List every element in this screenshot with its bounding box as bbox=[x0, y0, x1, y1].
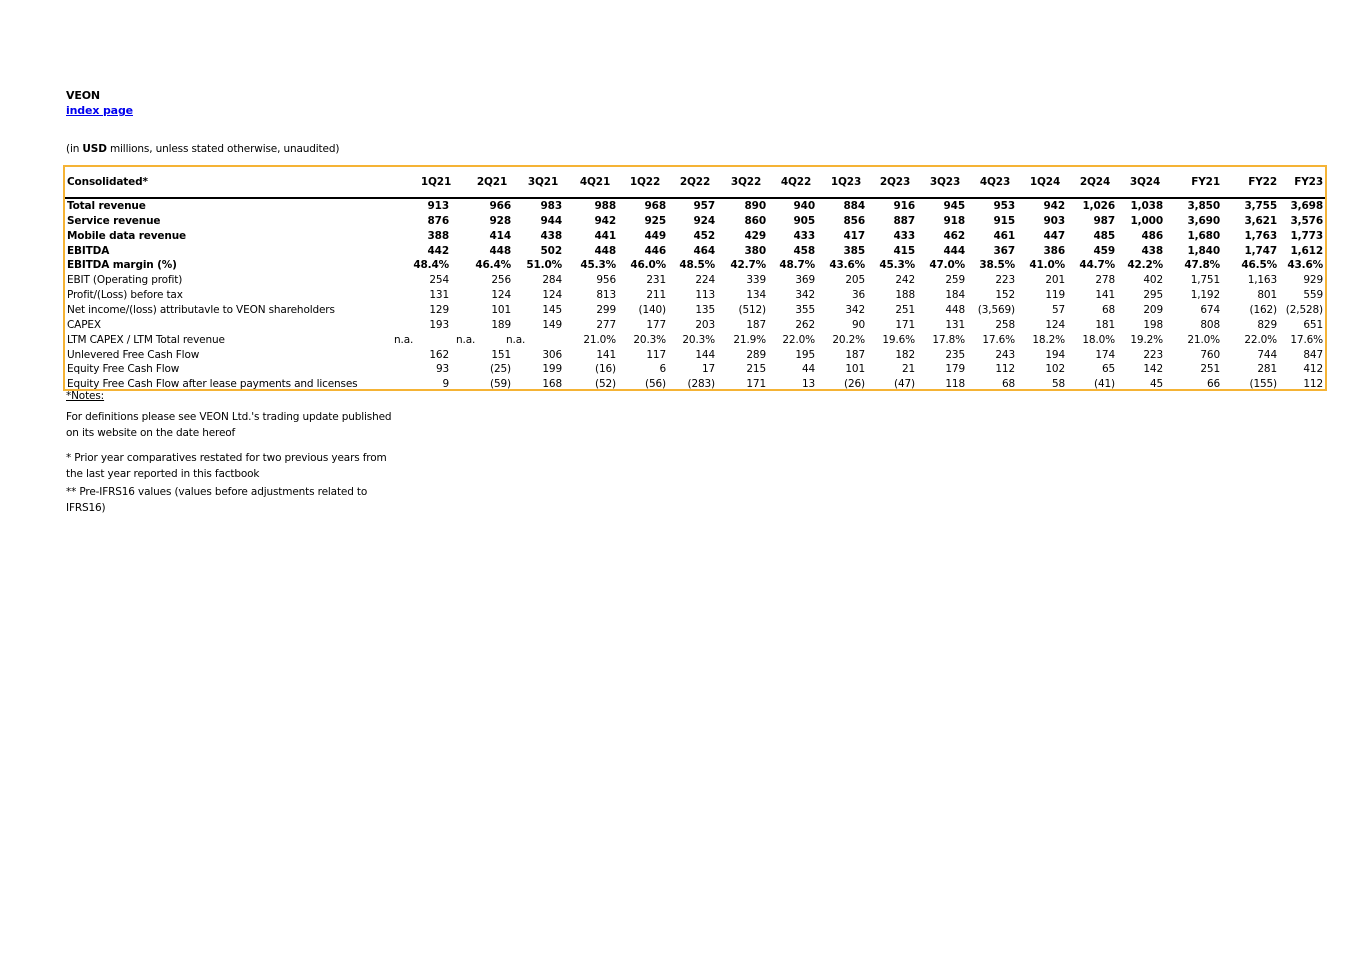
cell-3q23: 444 bbox=[943, 244, 965, 257]
column-header-4q21: 4Q21 bbox=[579, 176, 611, 188]
cell-2q22: 452 bbox=[693, 229, 715, 242]
cell-3q24: 223 bbox=[1143, 348, 1163, 361]
cell-fy21: 1,751 bbox=[1190, 274, 1220, 287]
cell-3q23: 945 bbox=[943, 200, 965, 212]
cell-2q23: 415 bbox=[893, 244, 915, 257]
cell-2q21: 151 bbox=[491, 348, 511, 361]
cell-1q21: 254 bbox=[429, 274, 449, 287]
cell-2q23: 171 bbox=[895, 318, 915, 331]
column-header-3q22: 3Q22 bbox=[730, 176, 762, 188]
cell-fy21: 47.8% bbox=[1184, 259, 1220, 272]
cell-2q21: 101 bbox=[491, 303, 511, 316]
cell-1q24: 18.2% bbox=[1032, 333, 1065, 346]
cell-2q22: 20.3% bbox=[682, 333, 715, 346]
cell-1q23: 856 bbox=[843, 214, 865, 227]
cell-fy23: 43.6% bbox=[1287, 259, 1323, 272]
cell-4q23: 258 bbox=[995, 318, 1015, 331]
notes-heading: *Notes: bbox=[66, 390, 105, 402]
column-header-4q22: 4Q22 bbox=[780, 176, 812, 188]
column-header-fy23: FY23 bbox=[1294, 176, 1323, 188]
table-row bbox=[65, 348, 1325, 363]
units-suffix: millions, unless stated otherwise, unaudited) bbox=[106, 143, 340, 155]
cell-4q21: 942 bbox=[594, 214, 616, 227]
table-row bbox=[65, 318, 1325, 333]
cell-3q24: 295 bbox=[1143, 289, 1163, 302]
cell-1q23: 342 bbox=[845, 303, 865, 316]
cell-2q24: 485 bbox=[1093, 229, 1115, 242]
cell-4q22: 905 bbox=[793, 214, 815, 227]
cell-3q24: 1,000 bbox=[1130, 214, 1163, 227]
section-label: Consolidated* bbox=[67, 176, 148, 188]
cell-4q23: 68 bbox=[1001, 378, 1015, 391]
cell-4q23: 243 bbox=[995, 348, 1015, 361]
cell-2q21: (25) bbox=[490, 363, 511, 376]
row-label: LTM CAPEX / LTM Total revenue bbox=[67, 333, 225, 346]
cell-1q23: 101 bbox=[845, 363, 865, 376]
column-header-1q22: 1Q22 bbox=[629, 176, 661, 188]
row-label: EBITDA bbox=[67, 244, 110, 257]
cell-3q22: 134 bbox=[746, 289, 766, 302]
cell-3q21: 502 bbox=[540, 244, 562, 257]
cell-3q23: 179 bbox=[945, 363, 965, 376]
cell-1q23: 20.2% bbox=[832, 333, 865, 346]
cell-3q22: 289 bbox=[746, 348, 766, 361]
cell-1q22: 177 bbox=[646, 318, 666, 331]
cell-3q21: 168 bbox=[542, 378, 562, 391]
cell-1q22: 449 bbox=[644, 229, 666, 242]
cell-2q21: 124 bbox=[491, 289, 511, 302]
cell-3q24: 42.2% bbox=[1127, 259, 1163, 272]
cell-2q23: 242 bbox=[895, 274, 915, 287]
cell-fy23: 3,698 bbox=[1290, 200, 1323, 212]
cell-1q24: 942 bbox=[1043, 200, 1065, 212]
cell-fy21: 1,680 bbox=[1187, 229, 1220, 242]
cell-3q22: (512) bbox=[738, 303, 766, 316]
cell-2q24: 987 bbox=[1093, 214, 1115, 227]
cell-2q22: 144 bbox=[695, 348, 715, 361]
cell-4q23: 461 bbox=[993, 229, 1015, 242]
cell-4q22: 342 bbox=[795, 289, 815, 302]
cell-fy22: 281 bbox=[1257, 363, 1277, 376]
cell-1q23: 43.6% bbox=[829, 259, 865, 272]
column-header-fy21: FY21 bbox=[1191, 176, 1220, 188]
cell-fy22: 22.0% bbox=[1244, 333, 1277, 346]
cell-fy21: 674 bbox=[1200, 303, 1220, 316]
cell-3q23: 462 bbox=[943, 229, 965, 242]
cell-2q21: 448 bbox=[489, 244, 511, 257]
cell-2q24: 174 bbox=[1095, 348, 1115, 361]
cell-2q22: 135 bbox=[695, 303, 715, 316]
cell-1q22: 211 bbox=[646, 289, 666, 302]
cell-4q22: 433 bbox=[793, 229, 815, 242]
row-label: EBITDA margin (%) bbox=[67, 259, 177, 272]
cell-1q21: 131 bbox=[429, 289, 449, 302]
cell-fy22: 1,747 bbox=[1244, 244, 1277, 257]
cell-3q22: 380 bbox=[744, 244, 766, 257]
cell-1q22: 968 bbox=[644, 200, 666, 212]
cell-4q21: (52) bbox=[595, 378, 616, 391]
cell-4q22: 355 bbox=[795, 303, 815, 316]
cell-3q24: 1,038 bbox=[1130, 200, 1163, 212]
cell-2q23: 188 bbox=[895, 289, 915, 302]
cell-4q23: 223 bbox=[995, 274, 1015, 287]
cell-4q22: 262 bbox=[795, 318, 815, 331]
cell-2q23: 887 bbox=[893, 214, 915, 227]
cell-2q23: 21 bbox=[901, 363, 915, 376]
cell-fy23: 929 bbox=[1303, 274, 1323, 287]
column-header-2q23: 2Q23 bbox=[879, 176, 911, 188]
cell-3q23: 131 bbox=[945, 318, 965, 331]
note-definitions: For definitions please see VEON Ltd.'s trading update published on its website on the date hereof bbox=[66, 411, 392, 439]
cell-1q23: (26) bbox=[844, 378, 865, 391]
cell-2q22: 924 bbox=[693, 214, 715, 227]
cell-3q21: 199 bbox=[542, 363, 562, 376]
financial-table bbox=[63, 165, 1327, 391]
cell-fy23: 559 bbox=[1303, 289, 1323, 302]
cell-1q22: 117 bbox=[646, 348, 666, 361]
table-row bbox=[65, 244, 1325, 259]
cell-4q23: 953 bbox=[993, 200, 1015, 212]
cell-1q22: 446 bbox=[644, 244, 666, 257]
cell-3q24: 45 bbox=[1149, 378, 1163, 391]
cell-3q24: 198 bbox=[1143, 318, 1163, 331]
cell-4q23: 17.6% bbox=[982, 333, 1015, 346]
cell-fy21: 808 bbox=[1200, 318, 1220, 331]
row-label: CAPEX bbox=[67, 318, 101, 331]
cell-3q23: 17.8% bbox=[932, 333, 965, 346]
cell-fy23: 112 bbox=[1303, 378, 1323, 391]
cell-fy22: 744 bbox=[1257, 348, 1277, 361]
cell-1q24: 102 bbox=[1045, 363, 1065, 376]
row-label: Equity Free Cash Flow after lease payments and licenses bbox=[67, 378, 358, 391]
cell-2q22: (283) bbox=[687, 378, 715, 391]
cell-1q21: n.a. bbox=[394, 333, 414, 346]
cell-1q21: 162 bbox=[429, 348, 449, 361]
column-header-3q24: 3Q24 bbox=[1129, 176, 1161, 188]
cell-4q21: 448 bbox=[594, 244, 616, 257]
cell-2q24: 141 bbox=[1095, 289, 1115, 302]
cell-3q23: 47.0% bbox=[929, 259, 965, 272]
cell-fy23: 17.6% bbox=[1290, 333, 1323, 346]
row-label: Unlevered Free Cash Flow bbox=[67, 348, 200, 361]
cell-fy21: 760 bbox=[1200, 348, 1220, 361]
units-prefix: (in bbox=[66, 143, 83, 155]
cell-3q22: 339 bbox=[746, 274, 766, 287]
table-row bbox=[65, 199, 1325, 214]
cell-2q24: 181 bbox=[1095, 318, 1115, 331]
cell-4q22: 458 bbox=[793, 244, 815, 257]
cell-fy21: 21.0% bbox=[1187, 333, 1220, 346]
row-label: Mobile data revenue bbox=[67, 229, 187, 242]
company-name: VEON bbox=[66, 89, 100, 102]
table-row bbox=[65, 273, 1325, 288]
cell-fy22: (162) bbox=[1249, 303, 1277, 316]
cell-3q23: 448 bbox=[945, 303, 965, 316]
cell-1q21: 876 bbox=[427, 214, 449, 227]
cell-2q21: 928 bbox=[489, 214, 511, 227]
cell-fy22: 3,755 bbox=[1244, 200, 1277, 212]
column-header-1q21: 1Q21 bbox=[420, 176, 452, 188]
cell-4q22: 369 bbox=[795, 274, 815, 287]
cell-fy21: 66 bbox=[1206, 378, 1220, 391]
cell-fy21: 3,850 bbox=[1187, 200, 1220, 212]
cell-2q21: 189 bbox=[491, 318, 511, 331]
cell-1q21: 9 bbox=[442, 378, 449, 391]
cell-4q22: 48.7% bbox=[779, 259, 815, 272]
column-header-2q24: 2Q24 bbox=[1079, 176, 1111, 188]
cell-2q21: 256 bbox=[491, 274, 511, 287]
cell-fy23: 651 bbox=[1303, 318, 1323, 331]
cell-4q21: 45.3% bbox=[580, 259, 616, 272]
cell-fy22: 801 bbox=[1257, 289, 1277, 302]
cell-2q21: (59) bbox=[490, 378, 511, 391]
cell-3q21: 983 bbox=[540, 200, 562, 212]
cell-4q23: (3,569) bbox=[977, 303, 1015, 316]
cell-4q22: 940 bbox=[793, 200, 815, 212]
cell-1q23: 385 bbox=[843, 244, 865, 257]
table-row bbox=[65, 229, 1325, 244]
cell-3q22: 860 bbox=[744, 214, 766, 227]
cell-3q23: 918 bbox=[943, 214, 965, 227]
units-note bbox=[66, 143, 339, 155]
cell-1q21: 388 bbox=[427, 229, 449, 242]
cell-1q24: 386 bbox=[1043, 244, 1065, 257]
cell-3q24: 402 bbox=[1143, 274, 1163, 287]
cell-2q24: (41) bbox=[1094, 378, 1115, 391]
cell-2q23: 433 bbox=[893, 229, 915, 242]
cell-2q24: 68 bbox=[1101, 303, 1115, 316]
cell-1q23: 417 bbox=[843, 229, 865, 242]
row-label: Equity Free Cash Flow bbox=[67, 363, 180, 376]
cell-2q23: 19.6% bbox=[882, 333, 915, 346]
cell-1q24: 201 bbox=[1045, 274, 1065, 287]
cell-1q22: 925 bbox=[644, 214, 666, 227]
cell-2q24: 44.7% bbox=[1079, 259, 1115, 272]
cell-1q22: 231 bbox=[646, 274, 666, 287]
cell-4q23: 38.5% bbox=[979, 259, 1015, 272]
cell-2q21: 966 bbox=[489, 200, 511, 212]
cell-fy22: 829 bbox=[1257, 318, 1277, 331]
cell-1q24: 119 bbox=[1045, 289, 1065, 302]
cell-1q21: 48.4% bbox=[413, 259, 449, 272]
column-header-1q23: 1Q23 bbox=[830, 176, 862, 188]
column-header-4q23: 4Q23 bbox=[979, 176, 1011, 188]
cell-3q21: 145 bbox=[542, 303, 562, 316]
column-header-3q21: 3Q21 bbox=[527, 176, 559, 188]
cell-3q24: 209 bbox=[1143, 303, 1163, 316]
cell-fy22: (155) bbox=[1249, 378, 1277, 391]
cell-fy22: 1,763 bbox=[1244, 229, 1277, 242]
cell-3q23: 235 bbox=[945, 348, 965, 361]
cell-4q23: 152 bbox=[995, 289, 1015, 302]
table-row bbox=[65, 377, 1325, 392]
cell-2q24: 1,026 bbox=[1082, 200, 1115, 212]
cell-3q21: 944 bbox=[540, 214, 562, 227]
column-header-3q23: 3Q23 bbox=[929, 176, 961, 188]
cell-3q22: 215 bbox=[746, 363, 766, 376]
cell-2q24: 65 bbox=[1101, 363, 1115, 376]
cell-2q22: 113 bbox=[695, 289, 715, 302]
cell-3q23: 118 bbox=[945, 378, 965, 391]
note-restated: * Prior year comparatives restated for two previous years from the last year reported in this factbook bbox=[66, 452, 387, 480]
cell-2q23: (47) bbox=[894, 378, 915, 391]
cell-1q21: 913 bbox=[427, 200, 449, 212]
cell-3q23: 259 bbox=[945, 274, 965, 287]
cell-1q22: 20.3% bbox=[633, 333, 666, 346]
cell-fy21: 1,192 bbox=[1190, 289, 1220, 302]
cell-2q22: 224 bbox=[695, 274, 715, 287]
cell-1q23: 90 bbox=[851, 318, 865, 331]
cell-2q23: 251 bbox=[895, 303, 915, 316]
cell-2q24: 278 bbox=[1095, 274, 1115, 287]
cell-4q21: 956 bbox=[596, 274, 616, 287]
cell-3q24: 142 bbox=[1143, 363, 1163, 376]
row-label: Profit/(Loss) before tax bbox=[67, 289, 183, 302]
cell-fy21: 1,840 bbox=[1187, 244, 1220, 257]
cell-3q24: 438 bbox=[1141, 244, 1163, 257]
cell-3q21: 124 bbox=[542, 289, 562, 302]
cell-4q21: 988 bbox=[594, 200, 616, 212]
cell-1q21: 442 bbox=[427, 244, 449, 257]
row-label: Total revenue bbox=[67, 200, 146, 212]
units-currency: USD bbox=[82, 143, 107, 155]
cell-2q22: 48.5% bbox=[679, 259, 715, 272]
row-label: EBIT (Operating profit) bbox=[67, 274, 183, 287]
cell-3q23: 184 bbox=[945, 289, 965, 302]
cell-fy23: 412 bbox=[1303, 363, 1323, 376]
cell-3q21: 438 bbox=[540, 229, 562, 242]
cell-1q23: 187 bbox=[845, 348, 865, 361]
cell-4q23: 367 bbox=[993, 244, 1015, 257]
cell-fy22: 1,163 bbox=[1247, 274, 1277, 287]
cell-3q24: 19.2% bbox=[1130, 333, 1163, 346]
cell-1q23: 36 bbox=[851, 289, 865, 302]
cell-3q22: 171 bbox=[746, 378, 766, 391]
cell-2q22: 957 bbox=[693, 200, 715, 212]
cell-2q21: n.a. bbox=[456, 333, 476, 346]
cell-2q21: 46.4% bbox=[475, 259, 511, 272]
row-label: Service revenue bbox=[67, 214, 161, 227]
cell-4q21: 277 bbox=[596, 318, 616, 331]
cell-fy22: 3,621 bbox=[1244, 214, 1277, 227]
cell-4q23: 112 bbox=[995, 363, 1015, 376]
table-header-row bbox=[65, 167, 1325, 199]
cell-fy23: 1,773 bbox=[1290, 229, 1323, 242]
cell-2q23: 45.3% bbox=[879, 259, 915, 272]
cell-4q21: 141 bbox=[596, 348, 616, 361]
cell-3q21: n.a. bbox=[506, 333, 526, 346]
cell-1q23: 205 bbox=[845, 274, 865, 287]
cell-1q24: 124 bbox=[1045, 318, 1065, 331]
cell-1q24: 194 bbox=[1045, 348, 1065, 361]
cell-3q21: 284 bbox=[542, 274, 562, 287]
cell-fy21: 3,690 bbox=[1187, 214, 1220, 227]
table-row bbox=[65, 333, 1325, 348]
column-header-2q21: 2Q21 bbox=[476, 176, 508, 188]
cell-1q21: 93 bbox=[435, 363, 449, 376]
cell-fy22: 46.5% bbox=[1241, 259, 1277, 272]
cell-4q22: 13 bbox=[801, 378, 815, 391]
table-row bbox=[65, 258, 1325, 273]
cell-fy23: 847 bbox=[1303, 348, 1323, 361]
cell-3q22: 429 bbox=[744, 229, 766, 242]
cell-3q22: 42.7% bbox=[730, 259, 766, 272]
cell-4q21: 21.0% bbox=[583, 333, 616, 346]
cell-2q22: 464 bbox=[693, 244, 715, 257]
cell-3q21: 149 bbox=[542, 318, 562, 331]
table-row bbox=[65, 362, 1325, 377]
cell-3q21: 306 bbox=[542, 348, 562, 361]
cell-fy21: 251 bbox=[1200, 363, 1220, 376]
cell-3q24: 486 bbox=[1141, 229, 1163, 242]
cell-4q22: 22.0% bbox=[782, 333, 815, 346]
cell-2q24: 18.0% bbox=[1082, 333, 1115, 346]
cell-1q21: 129 bbox=[429, 303, 449, 316]
cell-2q22: 203 bbox=[695, 318, 715, 331]
cell-1q24: 447 bbox=[1043, 229, 1065, 242]
cell-3q21: 51.0% bbox=[526, 259, 562, 272]
cell-1q22: 46.0% bbox=[630, 259, 666, 272]
cell-1q24: 41.0% bbox=[1029, 259, 1065, 272]
cell-3q22: 21.9% bbox=[733, 333, 766, 346]
cell-4q22: 195 bbox=[795, 348, 815, 361]
cell-fy23: (2,528) bbox=[1285, 303, 1323, 316]
cell-2q21: 414 bbox=[489, 229, 511, 242]
cell-4q21: 813 bbox=[596, 289, 616, 302]
cell-4q21: 441 bbox=[594, 229, 616, 242]
row-label: Net income/(loss) attributavle to VEON shareholders bbox=[67, 303, 335, 316]
cell-2q24: 459 bbox=[1093, 244, 1115, 257]
note-ifrs16: ** Pre-IFRS16 values (values before adjustments related to IFRS16) bbox=[66, 486, 368, 514]
index-page-link[interactable]: index page bbox=[66, 104, 133, 117]
cell-2q22: 17 bbox=[701, 363, 715, 376]
cell-1q24: 903 bbox=[1043, 214, 1065, 227]
column-header-fy22: FY22 bbox=[1248, 176, 1277, 188]
cell-1q24: 57 bbox=[1051, 303, 1065, 316]
cell-4q21: (16) bbox=[595, 363, 616, 376]
cell-3q22: 187 bbox=[746, 318, 766, 331]
cell-1q22: (140) bbox=[638, 303, 666, 316]
cell-3q22: 890 bbox=[744, 200, 766, 212]
table-row bbox=[65, 214, 1325, 229]
cell-1q23: 884 bbox=[843, 200, 865, 212]
table-row bbox=[65, 303, 1325, 318]
table-row bbox=[65, 288, 1325, 303]
cell-4q21: 299 bbox=[596, 303, 616, 316]
cell-2q23: 916 bbox=[893, 200, 915, 212]
cell-2q23: 182 bbox=[895, 348, 915, 361]
cell-4q22: 44 bbox=[801, 363, 815, 376]
cell-fy23: 3,576 bbox=[1290, 214, 1323, 227]
cell-1q21: 193 bbox=[429, 318, 449, 331]
column-header-2q22: 2Q22 bbox=[679, 176, 711, 188]
cell-fy23: 1,612 bbox=[1290, 244, 1323, 257]
cell-1q22: (56) bbox=[645, 378, 666, 391]
cell-4q23: 915 bbox=[993, 214, 1015, 227]
column-header-1q24: 1Q24 bbox=[1029, 176, 1061, 188]
cell-1q24: 58 bbox=[1051, 378, 1065, 391]
cell-1q22: 6 bbox=[659, 363, 666, 376]
